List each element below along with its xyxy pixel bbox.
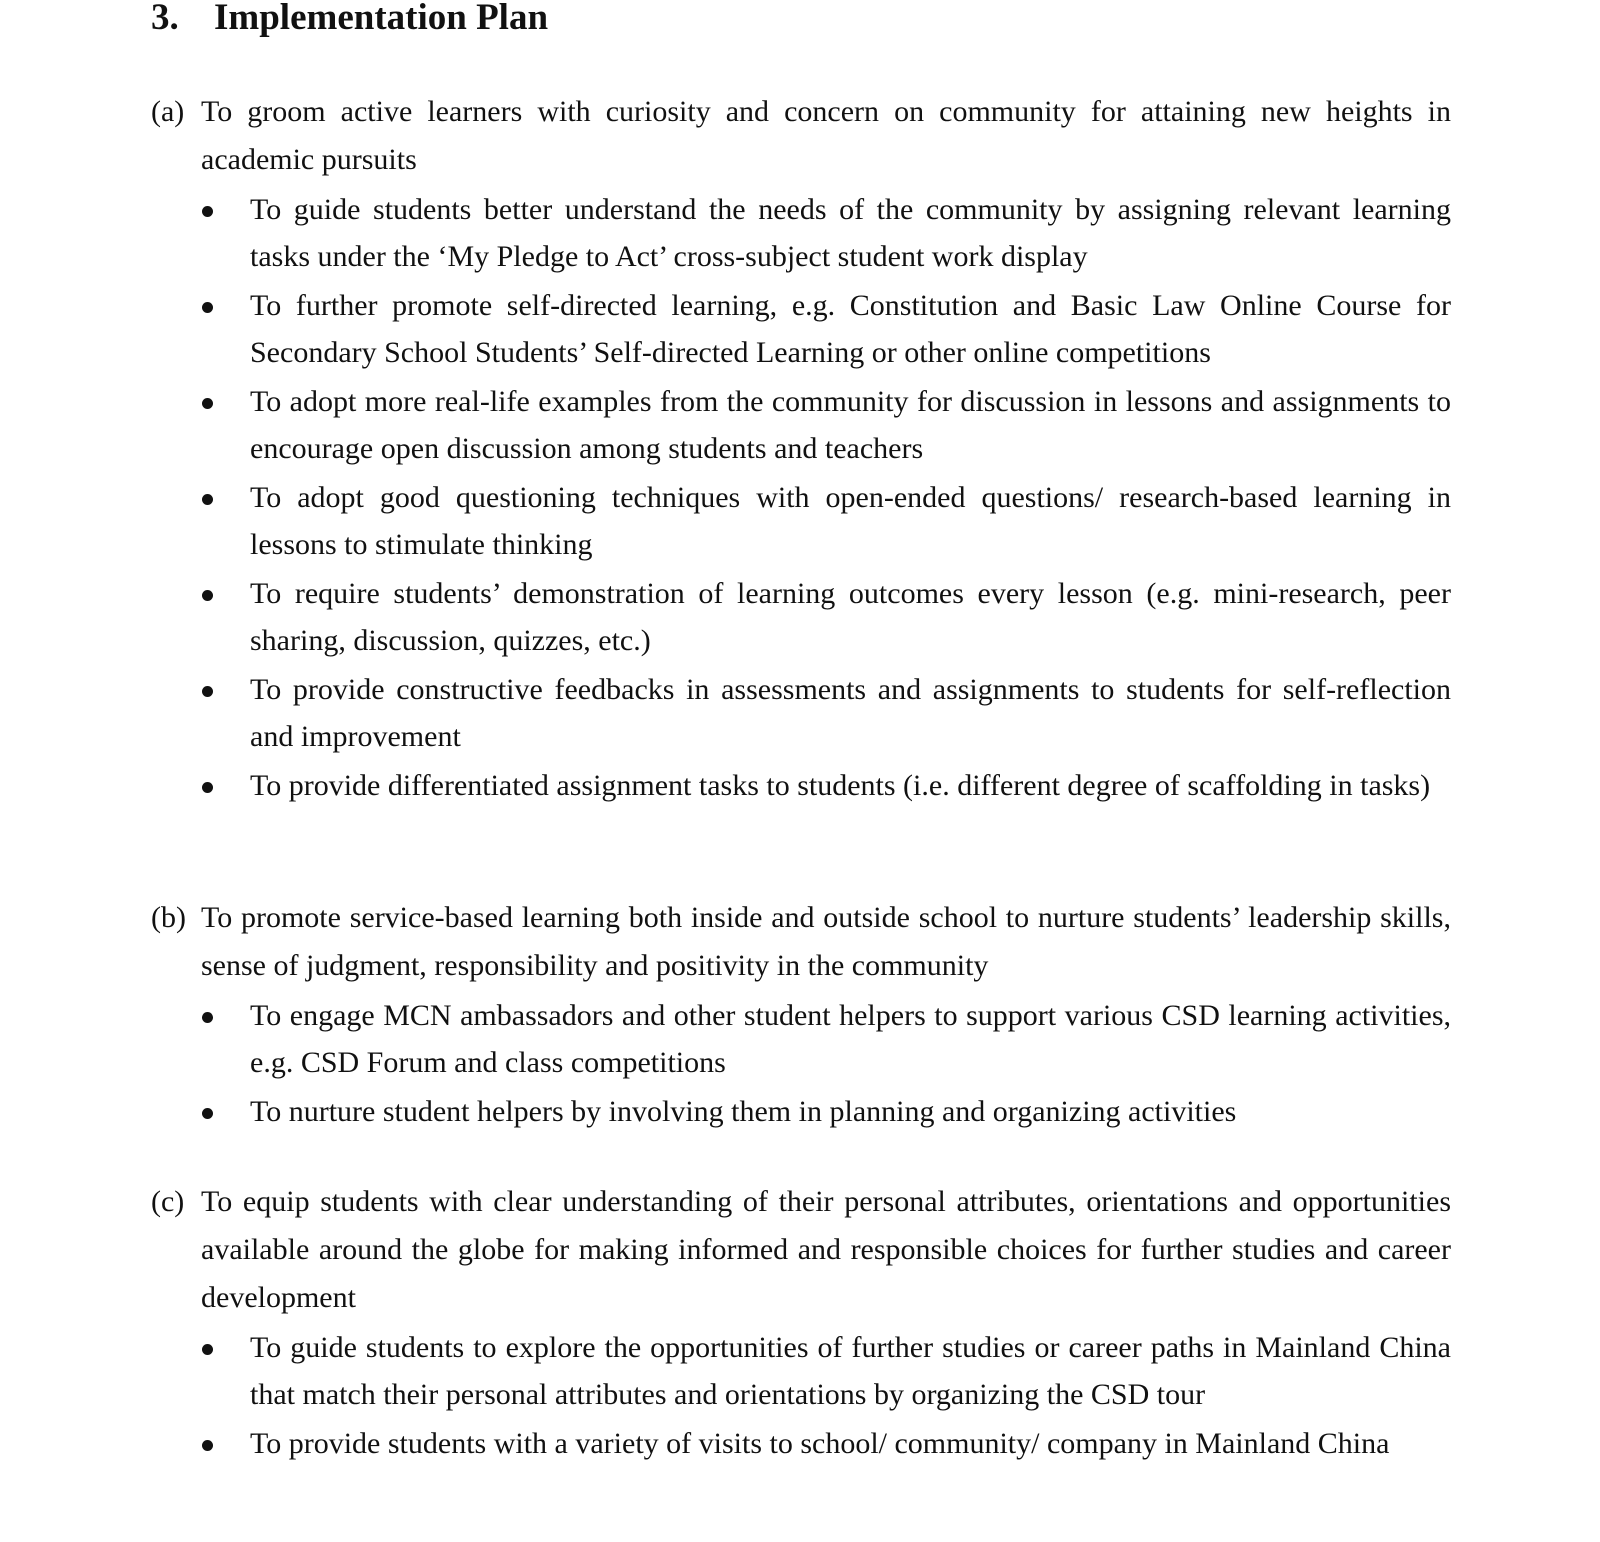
objective-marker: (a) (151, 95, 185, 128)
objective-marker: (c) (151, 1185, 185, 1218)
strategy-item (151, 570, 1451, 664)
strategy-item (151, 762, 1451, 809)
strategy-item (151, 666, 1451, 760)
strategy-text: To nurture student helpers by involving them in planning and organizing activities (250, 1095, 1237, 1128)
bullet-icon (202, 686, 213, 697)
strategy-text: To guide students better understand the needs of the community by assigning relevant learning tasks under the ‘My Pledge to Act’ cross-subject student work display (250, 193, 1451, 273)
strategy-item (151, 992, 1451, 1086)
strategy-item (151, 186, 1451, 280)
bullet-icon (202, 590, 213, 601)
objective-text: To groom active learners with curiosity and concern on community for attaining new heights in academic pursuits (201, 95, 1451, 176)
strategy-list (151, 1324, 1451, 1467)
section-number: 3. (151, 0, 179, 38)
bullet-icon (202, 206, 213, 217)
strategy-text: To further promote self-directed learning, e.g. Constitution and Basic Law Online Course for Secondary School Students’ Self-directed Learning or other online competitions (250, 289, 1451, 369)
strategy-text: To adopt good questioning techniques with open-ended questions/ research-based learning in lessons to stimulate thinking (250, 481, 1451, 561)
bullet-icon (202, 302, 213, 313)
strategy-item (151, 378, 1451, 472)
bullet-icon (202, 782, 213, 793)
section-title: Implementation Plan (214, 0, 549, 38)
strategy-item (151, 1088, 1451, 1135)
bullet-icon (202, 398, 213, 409)
bullet-icon (202, 1344, 213, 1355)
objective-b (151, 894, 1451, 1135)
strategy-item (151, 1324, 1451, 1418)
strategy-list (151, 992, 1451, 1135)
strategy-text: To guide students to explore the opportunities of further studies or career paths in Mainland China that match their personal attributes and orientations by organizing the CSD tour (250, 1331, 1451, 1411)
bullet-icon (202, 1440, 213, 1451)
strategy-item (151, 474, 1451, 568)
strategy-text: To require students’ demonstration of learning outcomes every lesson (e.g. mini-research, peer sharing, discussion, quizzes, etc.) (250, 577, 1451, 657)
objective-heading (151, 894, 1451, 990)
bullet-icon (202, 1108, 213, 1119)
strategy-text: To provide constructive feedbacks in assessments and assignments to students for self-reflection and improvement (250, 673, 1451, 753)
strategy-list (151, 186, 1451, 809)
strategy-item (151, 282, 1451, 376)
objective-a (151, 88, 1451, 809)
section-heading (151, 0, 548, 40)
strategy-text: To engage MCN ambassadors and other student helpers to support various CSD learning activities, e.g. CSD Forum and class competitions (250, 999, 1451, 1079)
strategy-text: To provide differentiated assignment tasks to students (i.e. different degree of scaffolding in tasks) (250, 769, 1431, 802)
objective-c (151, 1178, 1451, 1467)
bullet-icon (202, 1012, 213, 1023)
objective-heading (151, 88, 1451, 184)
objective-text: To equip students with clear understanding of their personal attributes, orientations and opportunities available around the globe for making informed and responsible choices for further studies and career development (201, 1185, 1451, 1314)
strategy-text: To provide students with a variety of visits to school/ community/ company in Mainland China (250, 1427, 1390, 1460)
objective-text: To promote service-based learning both inside and outside school to nurture students’ leadership skills, sense of judgment, responsibility and positivity in the community (201, 901, 1451, 982)
objective-marker: (b) (151, 901, 186, 934)
strategy-item (151, 1420, 1451, 1467)
strategy-text: To adopt more real-life examples from the community for discussion in lessons and assignments to encourage open discussion among students and teachers (250, 385, 1451, 465)
objective-heading (151, 1178, 1451, 1322)
bullet-icon (202, 494, 213, 505)
